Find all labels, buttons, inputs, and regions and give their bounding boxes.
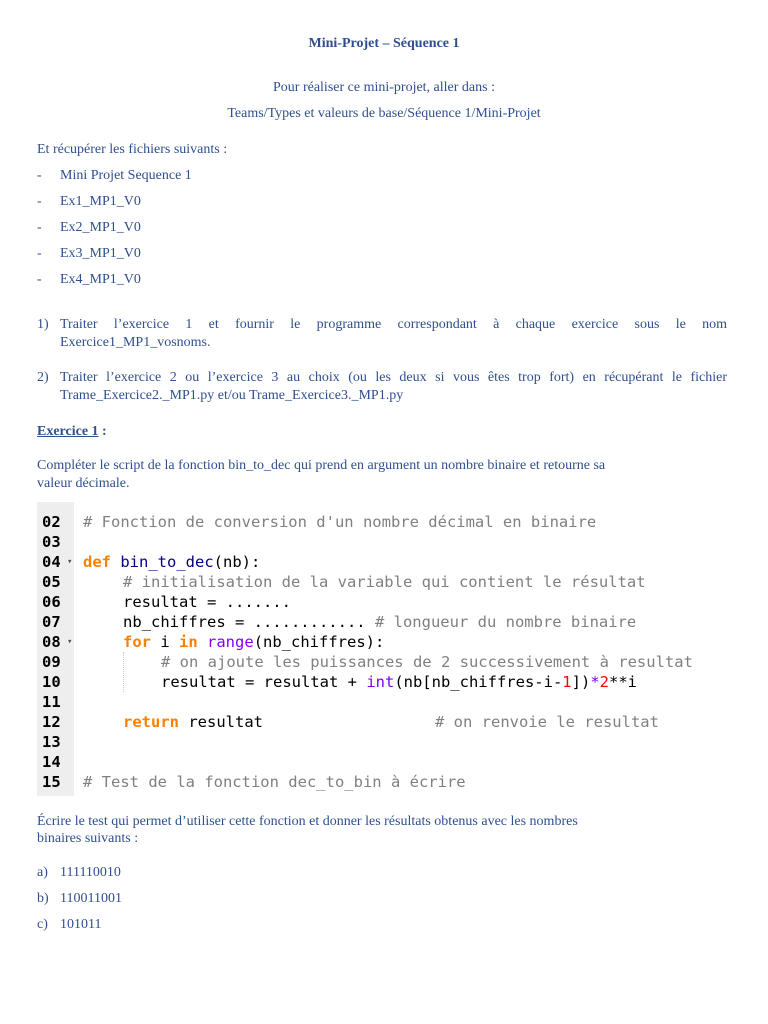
keyword-def: def bbox=[83, 553, 111, 571]
teams-path: Teams/Types et valeurs de base/Séquence 1/Mini-Projet bbox=[227, 106, 541, 121]
line-number: 15 bbox=[42, 773, 61, 791]
item-label: c) bbox=[37, 917, 48, 932]
keyword-in: in bbox=[179, 633, 198, 651]
code-line-comment: # on ajoute les puissances de 2 successivement à resultat bbox=[161, 653, 693, 671]
file-name: Ex3_MP1_V0 bbox=[60, 246, 141, 261]
binary-value: 110011001 bbox=[60, 891, 122, 906]
code-part: resultat = resultat + bbox=[161, 673, 367, 691]
code-statement: nb_chiffres = ............ bbox=[123, 613, 375, 631]
instruction-number: 2) bbox=[37, 370, 49, 385]
code-line bbox=[123, 612, 636, 632]
line-number: 09 bbox=[42, 653, 61, 671]
line-number: 03 bbox=[42, 533, 61, 551]
exercise-description: Compléter le script de la fonction bin_to_dec qui prend en argument un nombre binaire et retourne sa bbox=[37, 458, 606, 473]
file-name: Ex1_MP1_V0 bbox=[60, 194, 141, 209]
function-name: bin_to_dec bbox=[120, 553, 214, 571]
code-part: ]) bbox=[571, 673, 591, 691]
instruction-text-cont: Trame_Exercice2._MP1.py et/ou Trame_Exercice3._MP1.py bbox=[60, 388, 404, 403]
binary-value: 111110010 bbox=[60, 865, 121, 880]
keyword-for: for bbox=[123, 633, 151, 651]
loop-var: i bbox=[151, 633, 179, 651]
code-block bbox=[37, 502, 727, 796]
bullet: - bbox=[37, 272, 42, 287]
item-label: a) bbox=[37, 865, 48, 880]
code-line: resultat = ....... bbox=[123, 593, 291, 611]
number-literal: 2 bbox=[599, 673, 609, 691]
return-value: resultat bbox=[179, 713, 263, 731]
item-label: b) bbox=[37, 891, 49, 906]
line-number: 10 bbox=[42, 673, 61, 691]
exercise-heading bbox=[37, 423, 107, 441]
binary-value: 101011 bbox=[60, 917, 102, 932]
file-name: Ex2_MP1_V0 bbox=[60, 220, 141, 235]
line-number: 04 bbox=[42, 553, 61, 571]
file-name: Ex4_MP1_V0 bbox=[60, 272, 141, 287]
instruction-text: Traiter l’exercice 2 ou l’exercice 3 au choix (ou les deux si vous êtes trop fort) en récupérant le fichier bbox=[60, 370, 727, 385]
line-number: 06 bbox=[42, 593, 61, 611]
number-literal: 1 bbox=[562, 673, 572, 691]
exercise-description-cont: valeur décimale. bbox=[37, 476, 130, 491]
intro-line: Pour réaliser ce mini-projet, aller dans : bbox=[273, 80, 495, 95]
line-number: 07 bbox=[42, 613, 61, 631]
code-line-comment: # Fonction de conversion d'un nombre décimal en binaire bbox=[83, 513, 597, 531]
code-part: (nb[nb_chiffres-i- bbox=[394, 673, 563, 691]
code-part: **i bbox=[609, 673, 637, 691]
code-comment: # on renvoie le resultat bbox=[435, 713, 659, 731]
line-number-gutter bbox=[37, 502, 74, 796]
operator: * bbox=[590, 673, 600, 691]
fold-icon[interactable]: ▾ bbox=[67, 637, 73, 647]
file-name: Mini Projet Sequence 1 bbox=[60, 168, 192, 183]
line-number: 11 bbox=[42, 693, 61, 711]
line-number: 12 bbox=[42, 713, 61, 731]
line-number: 02 bbox=[42, 513, 61, 531]
line-number: 13 bbox=[42, 733, 61, 751]
page-title: Mini-Projet – Séquence 1 bbox=[308, 36, 460, 51]
fold-icon[interactable]: ▾ bbox=[67, 557, 73, 567]
range-args: (nb_chiffres): bbox=[253, 633, 385, 651]
builtin-int: int bbox=[366, 673, 395, 691]
code-line-comment: # initialisation de la variable qui contient le résultat bbox=[123, 573, 646, 591]
function-params: (nb): bbox=[213, 553, 261, 571]
bullet: - bbox=[37, 168, 42, 183]
line-number: 14 bbox=[42, 753, 61, 771]
test-description: Écrire le test qui permet d’utiliser cette fonction et donner les résultats obtenus avec les nombres bbox=[37, 814, 578, 829]
instruction-text: Traiter l’exercice 1 et fournir le programme correspondant à chaque exercice sous le nom bbox=[60, 317, 727, 332]
exercise-heading-suffix: : bbox=[98, 424, 107, 439]
bullet: - bbox=[37, 246, 42, 261]
indent-guide bbox=[123, 652, 124, 692]
files-intro: Et récupérer les fichiers suivants : bbox=[37, 142, 228, 157]
instruction-number: 1) bbox=[37, 317, 49, 332]
code-line bbox=[161, 672, 637, 692]
exercise-heading-label: Exercice 1 bbox=[37, 424, 99, 439]
code-line-comment: # Test de la fonction dec_to_bin à écrire bbox=[83, 773, 466, 791]
code-line-def bbox=[83, 552, 260, 572]
builtin-range: range bbox=[207, 633, 254, 651]
instruction-text-cont: Exercice1_MP1_vosnoms. bbox=[60, 335, 211, 350]
code-comment: # longueur du nombre binaire bbox=[374, 613, 637, 631]
code-line-return bbox=[123, 712, 263, 732]
line-number: 05 bbox=[42, 573, 61, 591]
code-line-for bbox=[123, 632, 384, 652]
bullet: - bbox=[37, 220, 42, 235]
keyword-return: return bbox=[123, 713, 179, 731]
test-description-cont: binaires suivants : bbox=[37, 831, 139, 846]
line-number: 08 bbox=[42, 633, 61, 651]
bullet: - bbox=[37, 194, 42, 209]
